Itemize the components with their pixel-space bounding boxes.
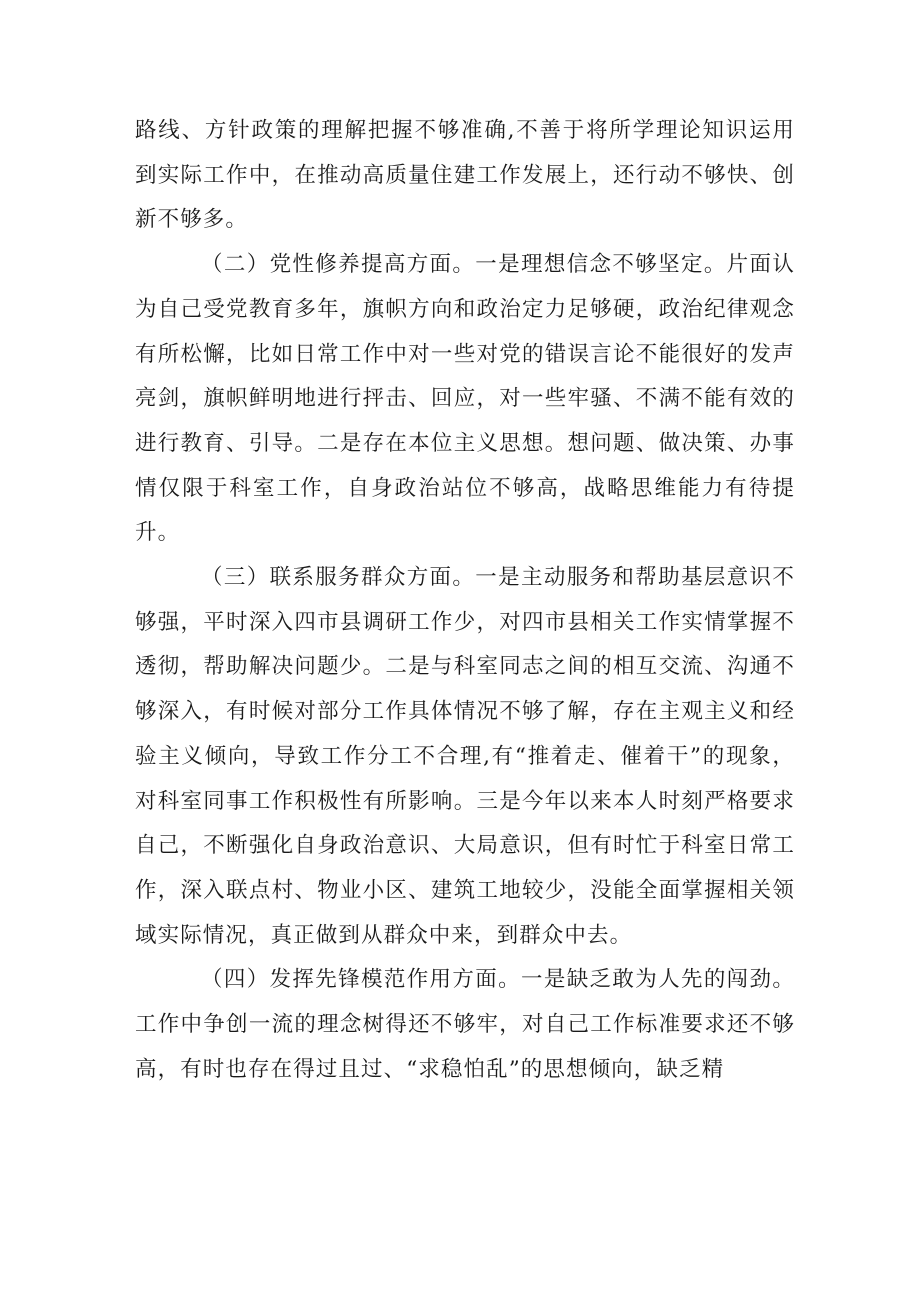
document-body <box>135 109 795 1092</box>
paragraph-3-serving-masses: （三）联系服务群众方面。一是主动服务和帮助基层意识不够强，平时深入四市县调研工作少，对四市县相关工作实情掌握不透彻，帮助解决问题少。二是与科室同志之间的相互交流、沟通不够深入，有时候对部分工作具体情况不够了解，存在主观主义和经验主义倾向，导致工作分工不合理,有“推着走、催着干”的现象，对科室同事工作积极性有所影响。三是今年以来本人时刻严格要求自己，不断强化自身政治意识、大局意识，但有时忙于科室日常工作，深入联点村、物业小区、建筑工地较少，没能全面掌握相关领域实际情况，真正做到从群众中来，到群众中去。 <box>135 565 795 948</box>
paragraph-2-party-spirit: （二）党性修养提高方面。一是理想信念不够坚定。片面认为自己受党教育多年，旗帜方向和政治定力足够硬，政治纪律观念有所松懈，比如日常工作中对一些对党的错误言论不能很好的发声亮剑，旗帜鲜明地进行抨击、回应，对一些牢骚、不满不能有效的进行教育、引导。二是存在本位主义思想。想问题、做决策、办事情仅限于科室工作，自身政治站位不够高，战略思维能力有待提升。 <box>135 252 795 546</box>
paragraph-4-pioneer-role: （四）发挥先锋模范作用方面。一是缺乏敢为人先的闯劲。工作中争创一流的理念树得还不够牢，对自己工作标准要求还不够高，有时也存在得过且过、“求稳怕乱”的思想倾向，缺乏精 <box>135 967 795 1082</box>
paragraph-1: 路线、方针政策的理解把握不够准确,不善于将所学理论知识运用到实际工作中，在推动高质量住建工作发展上，还行动不够快、创新不够多。 <box>135 118 795 233</box>
